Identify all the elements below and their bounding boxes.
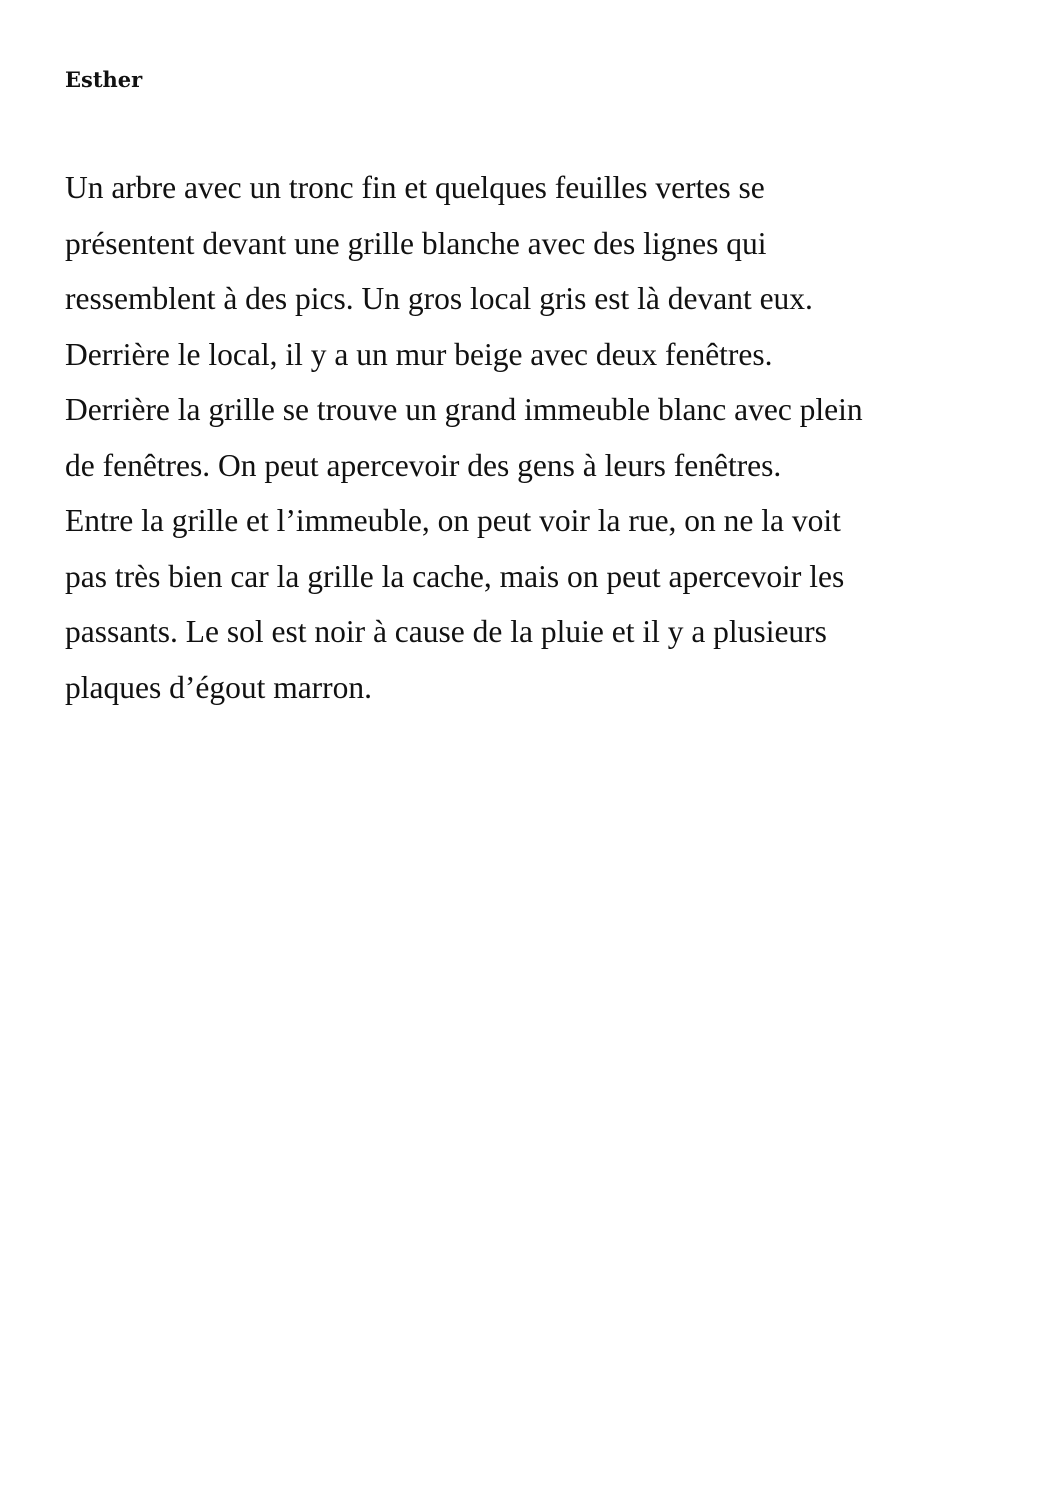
text-line: de fenêtres. On peut apercevoir des gens à leurs fenêtres.: [65, 447, 782, 483]
text-line: passants. Le sol est noir à cause de la pluie et il y a plusieurs: [65, 614, 827, 649]
text-line: pas très bien car la grille la cache, mais on peut apercevoir les: [65, 558, 845, 594]
text-line: ressemblent à des pics. Un gros local gris est là devant eux.: [65, 281, 813, 316]
text-line: présentent devant une grille blanche avec des lignes qui: [65, 225, 767, 261]
text-line: Derrière la grille se trouve un grand immeuble blanc avec plein: [65, 392, 863, 427]
text-line: Entre la grille et l’immeuble, on peut voir la rue, on ne la voit: [65, 503, 841, 538]
text-line: Un arbre avec un tronc fin et quelques feuilles vertes se: [65, 170, 765, 205]
text-line: Derrière le local, il y a un mur beige avec deux fenêtres.: [65, 336, 773, 372]
text-line: plaques d’égout marron.: [65, 669, 373, 705]
author-name: Esther: [65, 67, 143, 92]
body-paragraph: [65, 160, 995, 715]
